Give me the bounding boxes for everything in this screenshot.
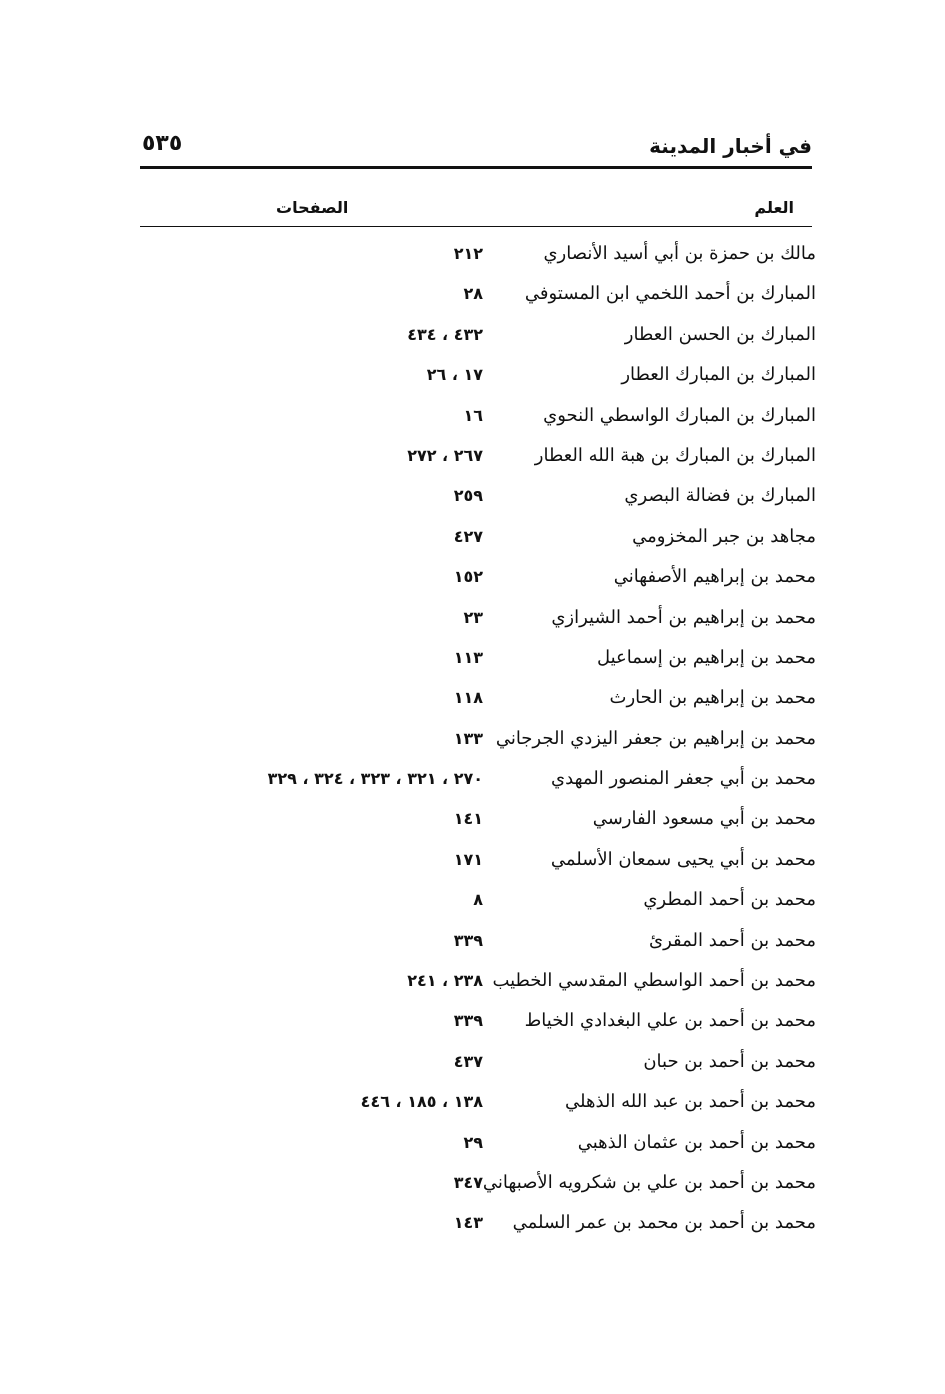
entry-pages: ٢١٢ — [453, 244, 483, 263]
entry-name: محمد بن أبي جعفر المنصور المهدي — [551, 768, 816, 790]
index-entry — [140, 517, 816, 557]
entry-name: المبارك بن المبارك الواسطي النحوي — [543, 404, 816, 426]
entry-name: مجاهد بن جبر المخزومي — [632, 525, 816, 547]
entry-name: المبارك بن أحمد اللخمي ابن المستوفي — [524, 283, 816, 305]
entry-pages: ٢٨ — [463, 284, 483, 304]
entry-pages: ٤٣٢ ، ٤٣٤ — [407, 324, 483, 344]
index-entry — [140, 1001, 816, 1041]
index-entry — [140, 598, 816, 638]
entry-pages: ٣٤٧ — [453, 1172, 483, 1192]
index-entry — [140, 1203, 816, 1243]
entry-name: محمد بن أحمد بن حبان — [643, 1050, 816, 1072]
entry-name: محمد بن أحمد بن علي البغدادي الخياط — [524, 1010, 816, 1032]
index-entry — [140, 678, 816, 718]
index-entry — [140, 921, 816, 961]
index-entry — [140, 1123, 816, 1163]
column-header-rule — [140, 226, 812, 227]
entry-name: مالك بن حمزة بن أبي أسيد الأنصاري — [543, 243, 816, 264]
index-entry — [140, 719, 816, 759]
index-entry — [140, 840, 816, 880]
entry-pages: ٢٣ — [463, 607, 483, 627]
entry-name: المبارك بن المبارك بن هبة الله العطار — [534, 444, 816, 466]
entry-name: محمد بن إبراهيم بن جعفر اليزدي الجرجاني — [495, 727, 816, 749]
entry-pages: ٢٥٩ — [453, 486, 483, 506]
book-title: في أخبار المدينة — [649, 134, 812, 158]
index-entry — [140, 799, 816, 839]
entry-pages: ٤٣٧ — [453, 1051, 483, 1071]
index-entry — [140, 274, 816, 314]
index-entry — [140, 355, 816, 395]
index-entry — [140, 315, 816, 355]
entry-name: محمد بن إبراهيم الأصفهاني — [613, 566, 816, 588]
entry-pages: ١٧١ — [453, 849, 483, 869]
entry-name: المبارك بن الحسن العطار — [624, 323, 816, 345]
entry-name: محمد بن أحمد بن عثمان الذهبي — [577, 1131, 816, 1153]
index-entry — [140, 557, 816, 597]
pages-column-header: الصفحات — [276, 198, 349, 217]
entry-pages: ٢٣٨ ، ٢٤١ — [407, 971, 483, 991]
entry-pages: ١٦ — [463, 405, 483, 425]
column-headers — [140, 198, 812, 224]
entry-name: محمد بن أحمد بن محمد بن عمر السلمي — [512, 1212, 816, 1234]
entry-pages: ١١٣ — [453, 647, 483, 667]
entry-pages: ٤٢٧ — [453, 526, 483, 546]
entry-pages: ٢٧٠ ، ٣٢١ ، ٣٢٣ ، ٣٢٤ ، ٣٢٩ — [267, 769, 483, 789]
entry-pages: ٣٣٩ — [453, 1011, 483, 1031]
running-head-rule — [140, 166, 812, 169]
entry-pages: ٢٦٧ ، ٢٧٢ — [407, 445, 483, 465]
index-entry — [140, 1082, 816, 1122]
entry-pages: ٨ — [473, 890, 483, 910]
entry-name: محمد بن أحمد المطري — [643, 889, 816, 911]
index-entry — [140, 234, 816, 274]
entry-pages: ١٣٨ ، ١٨٥ ، ٤٤٦ — [360, 1092, 483, 1112]
entry-name: المبارك بن المبارك العطار — [621, 364, 816, 386]
index-entry — [140, 396, 816, 436]
entry-name: محمد بن إبراهيم بن الحارث — [609, 687, 816, 709]
index-entry — [140, 638, 816, 678]
running-head — [140, 128, 812, 164]
index-entry — [140, 1163, 816, 1203]
index-entry — [140, 476, 816, 516]
entry-pages: ١٧ ، ٢٦ — [426, 365, 483, 385]
index-entry — [140, 880, 816, 920]
entry-pages: ١١٨ — [453, 688, 483, 708]
entry-pages: ٣٣٩ — [453, 930, 483, 950]
entry-name: محمد بن أبي مسعود الفارسي — [592, 808, 816, 830]
entry-pages: ١٥٢ — [453, 567, 483, 587]
index-entry — [140, 436, 816, 476]
index-entry — [140, 961, 816, 1001]
index-list — [140, 234, 816, 1244]
entry-name: محمد بن إبراهيم بن إسماعيل — [596, 646, 816, 668]
entry-name: محمد بن أحمد بن عبد الله الذهلي — [565, 1091, 816, 1113]
entry-name: محمد بن أحمد الواسطي المقدسي الخطيب — [492, 970, 816, 992]
index-entry — [140, 1042, 816, 1082]
entry-pages: ١٤١ — [453, 809, 483, 829]
entry-name: محمد بن أحمد بن علي بن شكرويه الأصبهاني — [482, 1171, 816, 1193]
entry-name: محمد بن إبراهيم بن أحمد الشيرازي — [551, 606, 816, 628]
index-entry — [140, 759, 816, 799]
entry-name: محمد بن أبي يحيى سمعان الأسلمي — [550, 848, 816, 870]
entry-pages: ١٣٣ — [453, 728, 483, 748]
entry-name: المبارك بن فضالة البصري — [624, 485, 816, 507]
entry-pages: ٢٩ — [463, 1132, 483, 1152]
entry-pages: ١٤٣ — [453, 1213, 483, 1233]
entry-name: محمد بن أحمد المقرئ — [649, 929, 816, 951]
page-number: ٥٣٥ — [142, 131, 183, 156]
name-column-header: العلم — [754, 198, 794, 217]
